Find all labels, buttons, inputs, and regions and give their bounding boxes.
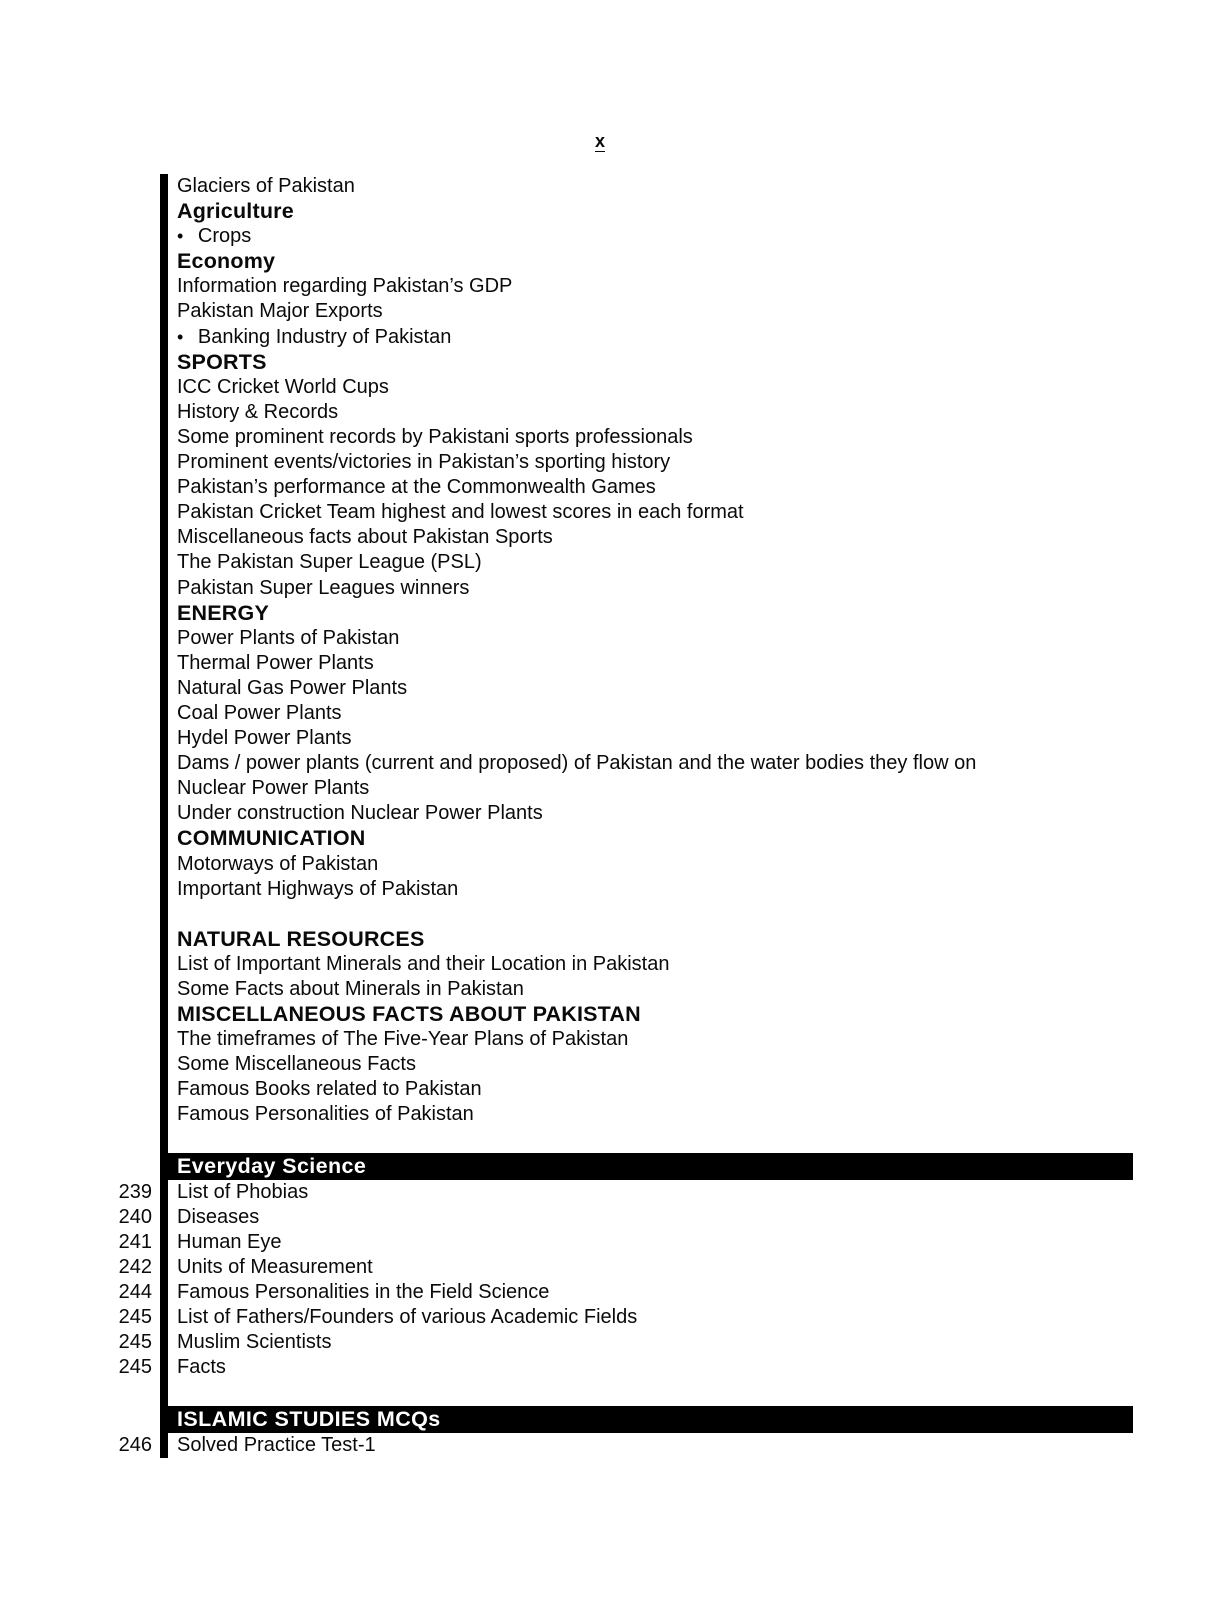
toc-row	[168, 776, 1133, 801]
toc-row	[168, 525, 1133, 550]
toc-entry-label: Human Eye	[177, 1230, 282, 1253]
toc-row	[168, 1102, 1133, 1127]
toc-row	[118, 1255, 1133, 1280]
toc-entry-label: Hydel Power Plants	[177, 727, 352, 750]
toc-entry-label: Prominent events/victories in Pakistan’s sporting history	[177, 451, 671, 474]
toc-page-number: 245	[118, 1306, 152, 1329]
toc-entry-label: The timeframes of The Five-Year Plans of Pakistan	[177, 1028, 629, 1051]
toc-entry-label: Information regarding Pakistan’s GDP	[177, 275, 513, 298]
toc-page-number: 245	[118, 1356, 152, 1379]
toc-row	[168, 1128, 1133, 1153]
toc-entry-label: List of Important Minerals and their Location in Pakistan	[177, 952, 670, 975]
toc-row	[168, 400, 1133, 425]
bullet-icon: •	[177, 326, 184, 347]
toc-page-number: 244	[118, 1281, 152, 1304]
toc-row	[168, 952, 1133, 977]
toc-row	[168, 877, 1133, 902]
toc-row	[168, 450, 1133, 475]
toc-row	[168, 977, 1133, 1002]
toc-row	[168, 199, 1133, 224]
toc-entry-label: Important Highways of Pakistan	[177, 877, 459, 900]
toc-entry-label: The Pakistan Super League (PSL)	[177, 551, 482, 574]
toc-row	[168, 350, 1133, 375]
toc-entry-label: Natural Gas Power Plants	[177, 676, 408, 699]
toc-row	[118, 1330, 1133, 1355]
toc-page-number: 239	[118, 1180, 152, 1203]
toc-entry-label: Facts	[177, 1356, 226, 1379]
toc-page-number: 240	[118, 1205, 152, 1228]
toc-entry-label: Glaciers of Pakistan	[177, 175, 355, 197]
toc-entry-label: Diseases	[177, 1205, 260, 1228]
toc-entry-label: Famous Personalities of Pakistan	[177, 1103, 474, 1126]
toc-row	[168, 224, 1133, 249]
toc-row	[168, 1406, 1133, 1433]
toc-entry-label: Economy	[177, 249, 276, 274]
toc-row	[118, 1205, 1133, 1230]
toc-entry-label: Pakistan Major Exports	[177, 300, 383, 323]
toc-entry-list	[118, 174, 1133, 1458]
toc-row	[118, 1280, 1133, 1305]
toc-entry-label: Miscellaneous facts about Pakistan Sports	[177, 526, 553, 549]
table-of-contents	[118, 174, 1133, 1458]
toc-row	[168, 701, 1133, 726]
toc-row	[168, 1380, 1133, 1405]
toc-row	[168, 601, 1133, 626]
toc-row	[168, 576, 1133, 601]
toc-entry-label: COMMUNICATION	[177, 826, 366, 851]
toc-row	[168, 299, 1133, 324]
toc-entry-label: Under construction Nuclear Power Plants	[177, 802, 543, 825]
toc-row	[168, 676, 1133, 701]
toc-entry-label: Motorways of Pakistan	[177, 852, 379, 875]
toc-row	[168, 174, 1133, 199]
toc-page-number: 241	[118, 1230, 152, 1253]
toc-entry-label: ICC Cricket World Cups	[177, 375, 389, 398]
toc-entry-label: List of Fathers/Founders of various Academic Fields	[177, 1306, 638, 1329]
toc-entry-label: Coal Power Plants	[177, 701, 342, 724]
toc-page-number: 245	[118, 1331, 152, 1354]
toc-row	[168, 902, 1133, 927]
toc-row	[168, 852, 1133, 877]
toc-row	[118, 1305, 1133, 1330]
toc-row	[168, 1052, 1133, 1077]
toc-row	[168, 751, 1133, 776]
toc-row	[118, 1230, 1133, 1255]
toc-page-number: 242	[118, 1255, 152, 1278]
toc-row	[118, 1180, 1133, 1205]
toc-entry-label: Banking Industry of Pakistan	[197, 325, 452, 348]
toc-entry-label: MISCELLANEOUS FACTS ABOUT PAKISTAN	[177, 1002, 641, 1027]
toc-entry-label: Famous Books related to Pakistan	[177, 1078, 482, 1101]
toc-entry-label: NATURAL RESOURCES	[177, 926, 425, 951]
toc-entry-label: Agriculture	[177, 199, 294, 224]
toc-entry-label: Famous Personalities in the Field Science	[177, 1281, 550, 1304]
toc-entry-label: Solved Practice Test-1	[177, 1433, 376, 1456]
toc-entry-label: Pakistan Super Leagues winners	[177, 576, 470, 599]
toc-entry-label: Everyday Science	[177, 1153, 367, 1178]
toc-row	[168, 375, 1133, 400]
toc-entry-label: Pakistan Cricket Team highest and lowest scores in each format	[177, 501, 744, 524]
toc-row	[168, 1027, 1133, 1052]
toc-entry-label: Dams / power plants (current and proposed) of Pakistan and the water bodies they flow on	[177, 752, 977, 775]
toc-entry-label: SPORTS	[177, 349, 267, 374]
toc-row	[168, 1002, 1133, 1027]
toc-row	[168, 1077, 1133, 1102]
toc-entry-label: Crops	[197, 225, 252, 248]
toc-row	[168, 651, 1133, 676]
toc-row	[168, 826, 1133, 851]
toc-row	[168, 274, 1133, 299]
toc-entry-label: History & Records	[177, 400, 339, 423]
toc-row	[168, 801, 1133, 826]
page-folio-numeral: x	[594, 131, 605, 151]
toc-row	[168, 927, 1133, 952]
toc-row	[168, 726, 1133, 751]
toc-page-number: 246	[118, 1433, 152, 1456]
toc-row	[168, 325, 1133, 350]
toc-row	[118, 1433, 1133, 1458]
toc-entry-label: Pakistan’s performance at the Commonwealth Games	[177, 476, 656, 499]
toc-entry-label: Some prominent records by Pakistani sports professionals	[177, 425, 693, 448]
toc-entry-label: Power Plants of Pakistan	[177, 626, 400, 649]
toc-row	[168, 425, 1133, 450]
bullet-icon: •	[177, 226, 184, 247]
toc-row	[168, 475, 1133, 500]
toc-row	[118, 1355, 1133, 1380]
toc-entry-label: ISLAMIC STUDIES MCQs	[177, 1406, 441, 1431]
toc-entry-label: Some Facts about Minerals in Pakistan	[177, 978, 524, 1000]
toc-entry-label: Nuclear Power Plants	[177, 777, 370, 800]
toc-entry-label: List of Phobias	[177, 1180, 309, 1203]
toc-row	[168, 550, 1133, 575]
toc-entry-label: Units of Measurement	[177, 1255, 373, 1278]
toc-row	[168, 1153, 1133, 1180]
toc-entry-label: Thermal Power Plants	[177, 651, 374, 674]
toc-row	[168, 626, 1133, 651]
toc-row	[168, 500, 1133, 525]
toc-entry-label: Some Miscellaneous Facts	[177, 1053, 416, 1076]
toc-row	[168, 249, 1133, 274]
toc-entry-label: ENERGY	[177, 600, 269, 625]
toc-entry-label: Muslim Scientists	[177, 1331, 332, 1354]
